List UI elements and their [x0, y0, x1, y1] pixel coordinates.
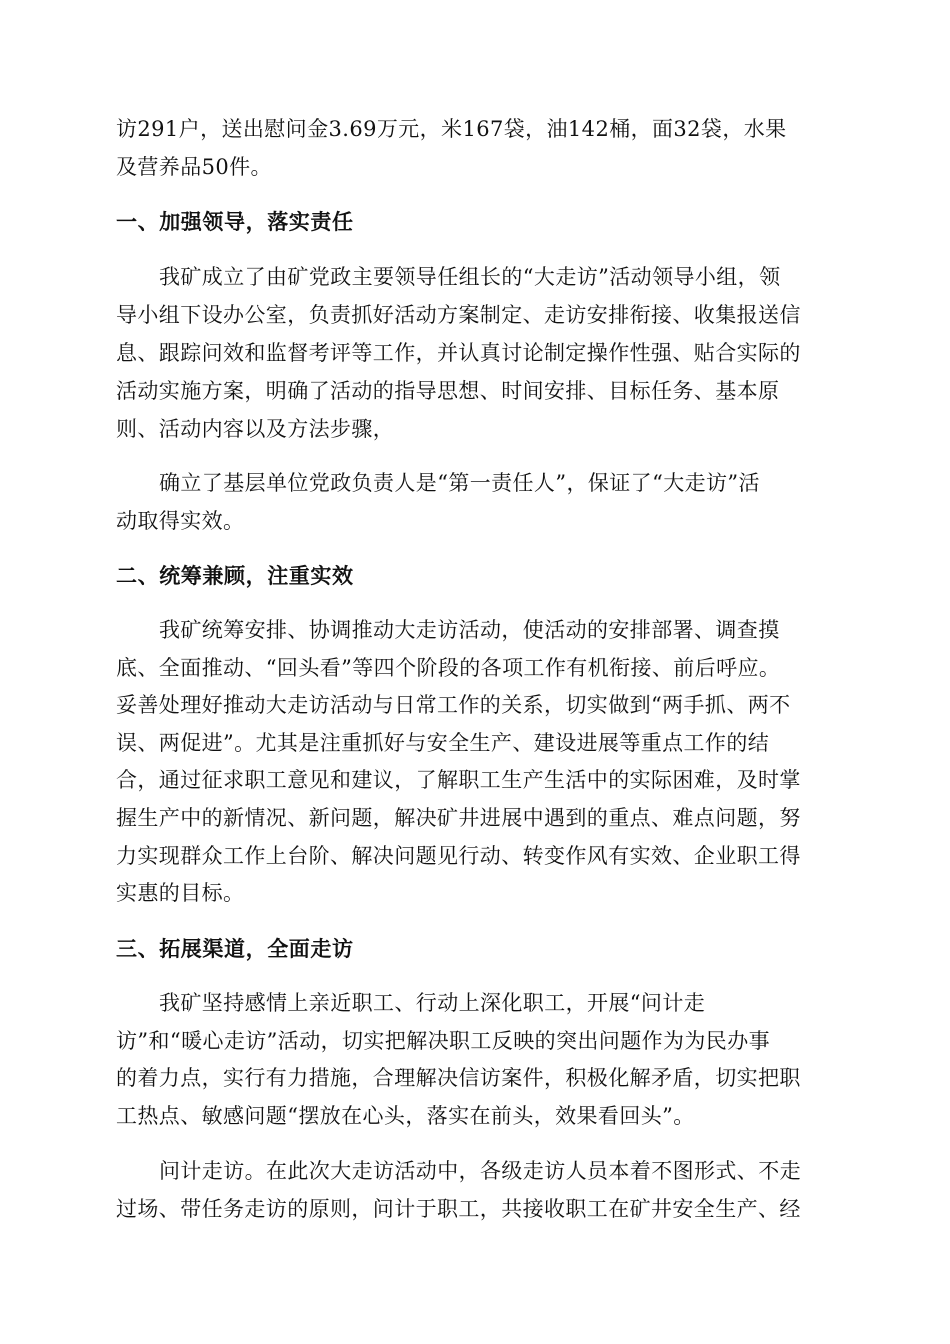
paragraph-line: 握生产中的新情况、新问题，解决矿井进展中遇到的重点、难点问题，努	[116, 806, 801, 830]
paragraph-line: 我矿成立了由矿党政主要领导任组长的“大走访”活动领导小组，领	[159, 265, 781, 289]
paragraph-line: 我矿统筹安排、协调推动大走访活动，使活动的安排部署、调查摸	[159, 618, 780, 642]
paragraph-line: 则、活动内容以及方法步骤，	[116, 417, 395, 441]
section-heading-1: 一、加强领导，落实责任	[116, 210, 354, 234]
intro-line-2: 及营养品50件。	[116, 155, 272, 179]
paragraph-line: 活动实施方案，明确了活动的指导思想、时间安排、目标任务、基本原	[116, 379, 780, 403]
paragraph-line: 误、两促进”。尤其是注重抓好与安全生产、建设进展等重点工作的结	[116, 731, 770, 755]
paragraph-line: 实惠的目标。	[116, 881, 245, 905]
paragraph-line: 问计走访。在此次大走访活动中，各级走访人员本着不图形式、不走	[159, 1159, 801, 1183]
intro-line-1: 访291户，送出慰问金3.69万元，米167袋，油142桶，面32袋，水果	[116, 117, 787, 141]
section-heading-3: 三、拓展渠道，全面走访	[116, 937, 354, 961]
paragraph-line: 我矿坚持感情上亲近职工、行动上深化职工，开展“问计走	[159, 991, 706, 1015]
paragraph-line: 的着力点，实行有力措施，合理解决信访案件，积极化解矛盾，切实把职	[116, 1066, 801, 1090]
paragraph-line: 力实现群众工作上台阶、解决问题见行动、转变作风有实效、企业职工得	[116, 844, 801, 868]
paragraph-line: 访”和“暖心走访”活动，切实把解决职工反映的突出问题作为为民办事	[116, 1029, 771, 1053]
paragraph-line: 息、跟踪问效和监督考评等工作，并认真讨论制定操作性强、贴合实际的	[116, 341, 801, 365]
paragraph-line: 工热点、敏感问题“摆放在心头，落实在前头，效果看回头”。	[116, 1104, 695, 1128]
paragraph-line: 导小组下设办公室，负责抓好活动方案制定、走访安排衔接、收集报送信	[116, 303, 801, 327]
paragraph-line: 动取得实效。	[116, 509, 245, 533]
section-heading-2: 二、统筹兼顾，注重实效	[116, 564, 354, 588]
paragraph-line: 妥善处理好推动大走访活动与日常工作的关系，切实做到“两手抓、两不	[116, 693, 791, 717]
paragraph-line: 过场、带任务走访的原则，问计于职工，共接收职工在矿井安全生产、经	[116, 1197, 801, 1221]
paragraph-line: 底、全面推动、“回头看”等四个阶段的各项工作有机衔接、前后呼应。	[116, 656, 781, 680]
paragraph-line: 合，通过征求职工意见和建议，了解职工生产生活中的实际困难，及时掌	[116, 768, 801, 792]
paragraph-line: 确立了基层单位党政负责人是“第一责任人”，保证了“大走访”活	[159, 471, 760, 495]
